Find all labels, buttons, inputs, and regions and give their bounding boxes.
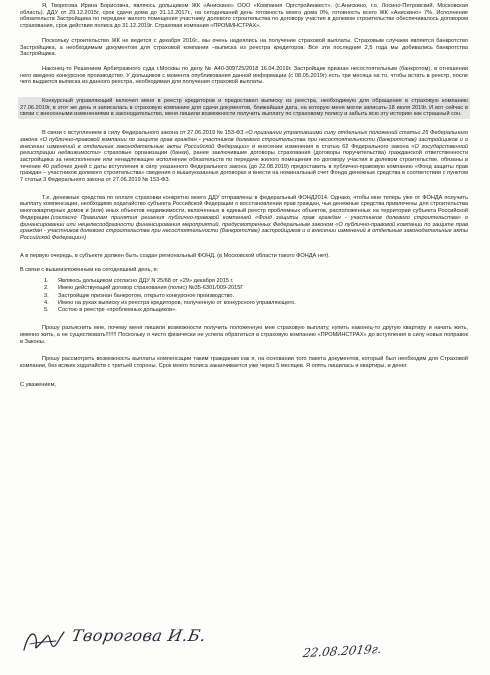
law-paragraph [20,130,468,184]
law-text-3: страховые организации (банки), ранее заключившие договоры страхования (договоры поручительства) гражданской ответственности застройщика за неисполнение или ненадлежащее исполнение обязательств по передаче жилого помещения по договору участия в долевом строительстве, обязаны в течение 40 рабочих дней с даты вступления в силу указанного Федерального закона (до 22.08.2019) предоставить в публично-правовую компанию «Фонд защиты прав граждан – участников долевого строительства» сведения о вышеуказанных договорах и внести на номинальный счет Фонда денежные средства в соответствии с пунктом 7 статьи 3 Федерального закона от 27.06.2019 № 153-ФЗ. [20,150,468,184]
signature-block [20,624,468,660]
regional-fund-paragraph: А в первую очередь, в субъекте должен быть создан региональный ФОНД. (в Московской области такого ФОНДА нет). [20,252,330,259]
question-paragraph: Прошу разъяснить мне, почему меня лишили возможности получить положенную мне страховую выплату, купить наконец-то другую квартиру и начать жить, именно жить, а не существовать!!!!!!! Поскольку я чисто физически не успела обратиться в страховую компанию «ПРОМИНСТРАХ» до вступления в силу новых поправок в Законы. [20,325,468,345]
signature-scribble [20,624,70,660]
list-item: 3. Застройщик признан банкротом, открыто конкурсное производство. [44,292,235,299]
law-text-1: В связи с вступлением в силу Федерального закона от 27.06.2019 № 153-ФЗ [42,130,246,137]
handwritten-date: 22.08.2019г. [301,641,383,661]
list-item: 1. Являюсь дольщиком согласно ДДУ N 25/68 от «29» декабря 2015 г. [44,278,234,285]
law-title-1: «О признании утратившими силу отдельных положений статьи 25 Федерального закона «О публично-правовой компании по защите прав граждан - участников долевого строительства при несостоятельности (банкротстве) застройщиков и о внесении изменений в отдельные законодательные акты Российской Федерации» [20,130,469,150]
fund-paragraph [20,195,468,242]
list-intro: В связи с вышеизложенным на сегодняшний день, я: [20,267,159,274]
request-paragraph: Прошу рассмотреть возможность выплаты компенсации таким гражданам как я, на основании того пакета документов, который был необходим для Страховой компании, без всяких ходатайств с третьей стороны. Срок моего полиса заканчивается уже через 5 месяцев. Я опять лишилась и квартиры, и денег. [20,356,468,369]
intro-paragraph: Я, Творогова Ирина Борисовна, являюсь дольщиком ЖК «Анискино» ООО «Компания Оргстройинвест». (с.Анискино, г.о. Лосино-Петровский, Московская область). ДДУ от 29.12.2015г, срок сдачи дома до 31.12.2017г., на сегодняшний день готовность моего дома 0%, готовность всего ЖК «Анискино» 7%. Исполнение обязательств Застройщика по передаче жилого помещения участнику долевого строительства по договору участия в долевом строительстве обеспечивалось договором страхования, срок действия полиса до 31.12.2019г. Страховая компания «ПРОМИНСТРАХ». [20,3,468,30]
closing-line: С уважением, [20,381,56,388]
highlighted-paragraph: Конкурсный управляющий включил меня в реестр кредиторов и предоставил выписку из реестра, необходимую для обращения в страховую компанию 27.06.2019г, в этот же день я записалась в страховую компанию для сдачи документов, ближайшая дата, на которую меня могли записать-18 июля 2019г. И вот сейчас в связи с внесенными изменениями в законодательство, меня лишили возможности получить выплату по страховому полису и забыть всю эту историю как страшный сон. [20,98,468,118]
list-item: 4. Имею на руках выписку из реестра кредиторов, полученную от конкурсного управляющего. [44,299,296,306]
list-item: 5. Состою в реестре «проблемных дольщиков». [44,306,177,313]
status-list [20,278,468,314]
law-title-2: «О государственной регистрации недвижимости» [20,143,468,157]
law-text-2: и внесении изменения в статью 62 Федерального закона [249,143,412,150]
fund-rules-reference: (согласно Правилам принятия решения публично-правовой компанией «Фонд защиты прав граждан - участников долевого строительства» о финансировании или нецелесообразности финансирования мероприятий, предусмотренных Федеральным законом «О публично-правовой компании по защите прав граждан - участников долевого строительства при несостоятельности (банкротстве) застройщиков и о внесении изменений в отдельные законодательные акты Российской Федерации») [20,214,468,241]
list-item: 2. Имею действующий договор страхования (полис) №35-6301/009-2015Г [44,285,244,292]
no-construction-paragraph: Поскольку строительство ЖК не ведется с декабря 2016г., мы очень надеялись на получение страховой выплаты. Страховым случаем является банкротство Застройщика, а необходимым документом для страховой компании –выписка из реестра кредиторов. Все эти последние 2,5 года мы добивались банкротства Застройщика. [20,37,468,58]
handwritten-name: Творогова И.Б. [70,626,208,645]
fund-text: Т.е. денежные средства по оплате страховки конкретно моего ДДУ отправлены в федеральный ФОНД2014. Однако, чтобы мне теперь уже от ФОНДА получить выплату компенсации, необходимо ходатайство субъекта Российской Федерации о восстановлении прав граждан, чьи денежные средства привлечены для строительства многоквартирных домов и (или) иных объектов недвижимости, включенных в единый реестр проблемных объектов, расположенных на территории субъекта Российской Федерации. [20,194,468,221]
court-decision-paragraph: Наконец-то Решением Арбитражного суда г.Москвы по делу № А40-309725/2018 16.04.2019г. Застройщик признан несостоятельным (банкротом), в отношении него введено конкурсное производство. У дольщиков с момента опубликования данной информации (с 08.05.2019г) есть три месяца на то, чтобы встать в реестр, после чего выдается выписка из данного реестра, необходимая для получения страховой выплаты. [20,65,468,86]
